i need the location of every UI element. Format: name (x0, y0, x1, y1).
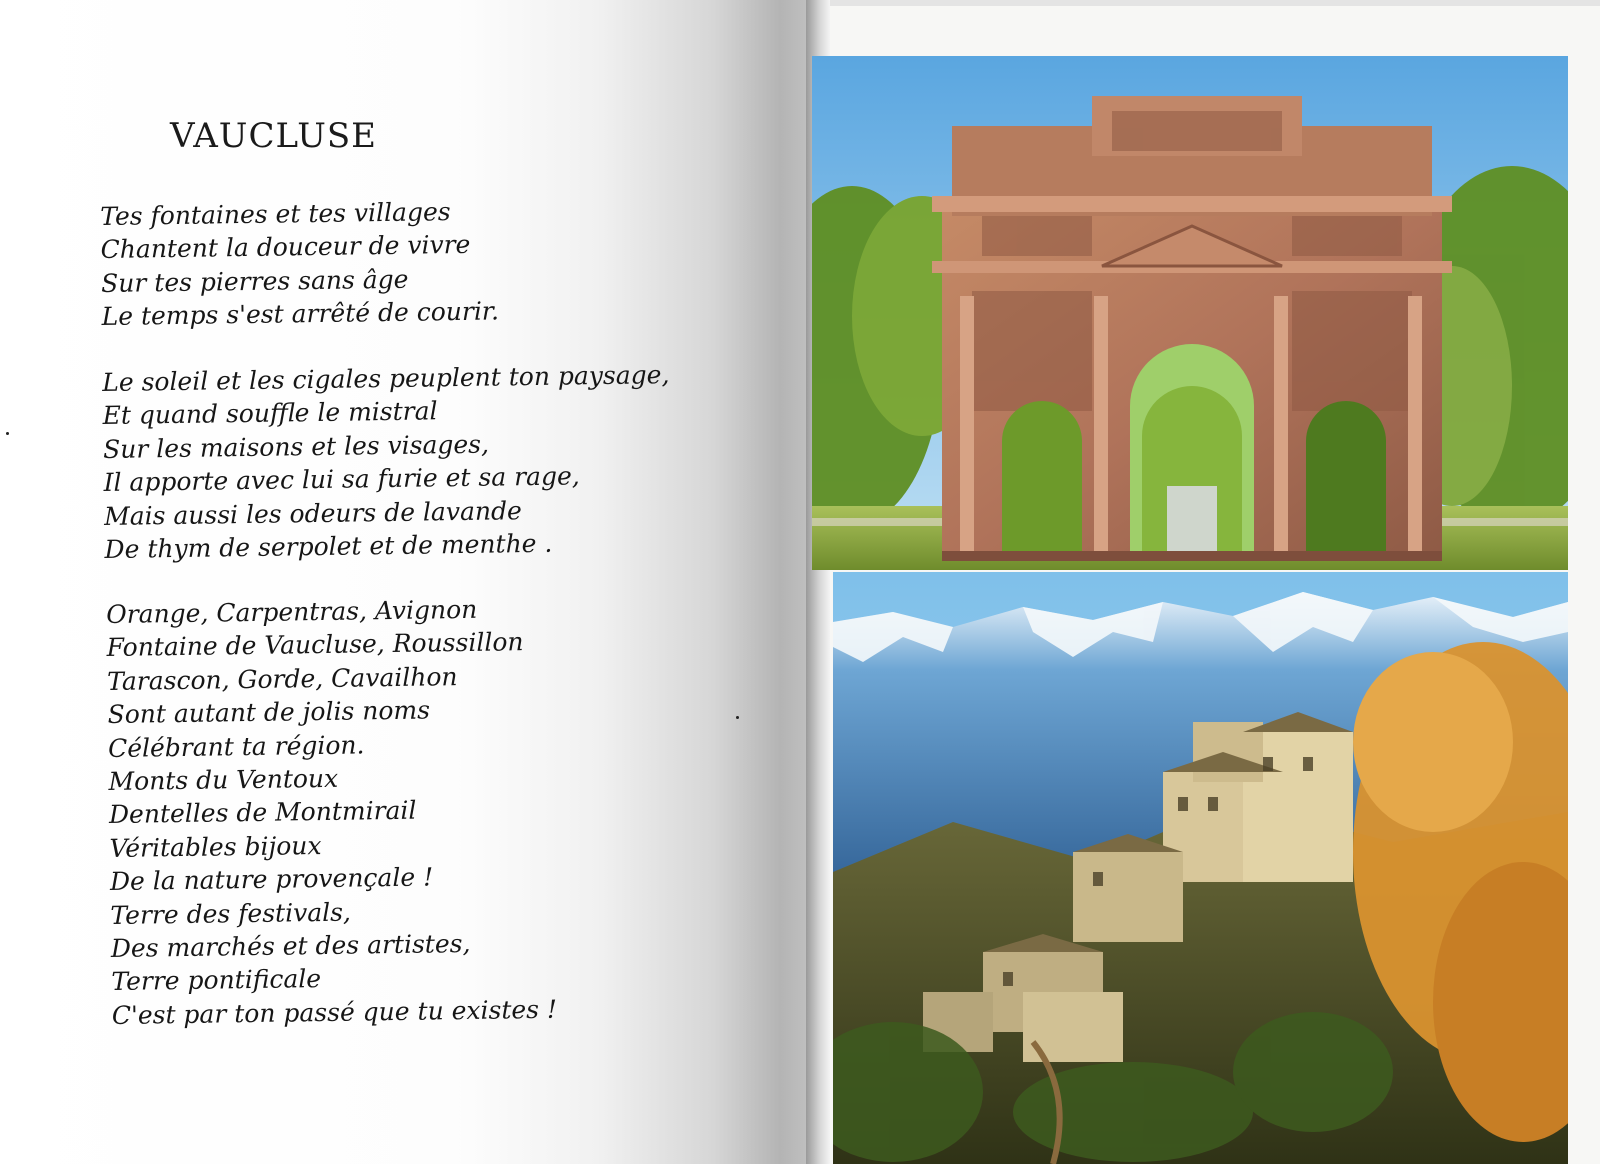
poem-line: Monts du Ventoux (108, 763, 339, 797)
poem-line: C'est par ton passé que tu existes ! (111, 994, 558, 1030)
poem-line: Le soleil et les cigales peuplent ton paysage, (102, 360, 670, 397)
scan-speck (736, 716, 739, 719)
stanza-2 (102, 358, 672, 566)
stanza-3 (106, 592, 557, 1032)
arch-photo (812, 56, 1568, 570)
poem-line: De thym de serpolet et de menthe . (104, 528, 553, 565)
page-edge (830, 0, 1600, 6)
poem-line: Fontaine de Vaucluse, Roussillon (106, 627, 524, 663)
village-photo-illustration (833, 572, 1568, 1164)
poem-line: Sur les maisons et les visages, (102, 429, 490, 464)
poem-line: Véritables bijoux (109, 830, 322, 863)
poem-line: Dentelles de Montmirail (108, 796, 417, 830)
poem-line: Il apporte avec lui sa furie et sa rage, (103, 461, 580, 498)
stanza-1 (100, 194, 499, 333)
poem-line: Célébrant ta région. (107, 730, 365, 763)
poem-line: De la nature provençale ! (109, 862, 434, 897)
poem-line: Et quand souffle le mistral (102, 396, 438, 431)
poem-line: Tarascon, Gorde, Cavailhon (106, 661, 458, 696)
scan-speck (6, 432, 9, 435)
poem-title: VAUCLUSE (170, 116, 377, 156)
poem-line: Terre pontificale (111, 964, 322, 997)
poem-line: Sont autant de jolis noms (107, 695, 431, 730)
poem-line: Sur tes pierres sans âge (100, 264, 409, 298)
poem-line: Orange, Carpentras, Avignon (106, 594, 478, 629)
poem-line: Mais aussi les odeurs de lavande (103, 495, 522, 531)
arch-photo-illustration (812, 56, 1568, 570)
poem-line: Terre des festivals, (110, 897, 352, 930)
village-photo (833, 572, 1568, 1164)
poem-line: Des marchés et des artistes, (110, 929, 471, 964)
poem-line: Chantent la douceur de vivre (100, 230, 471, 265)
poem-line: Tes fontaines et tes villages (100, 197, 451, 231)
poem-line: Le temps s'est arrêté de courir. (101, 296, 500, 332)
